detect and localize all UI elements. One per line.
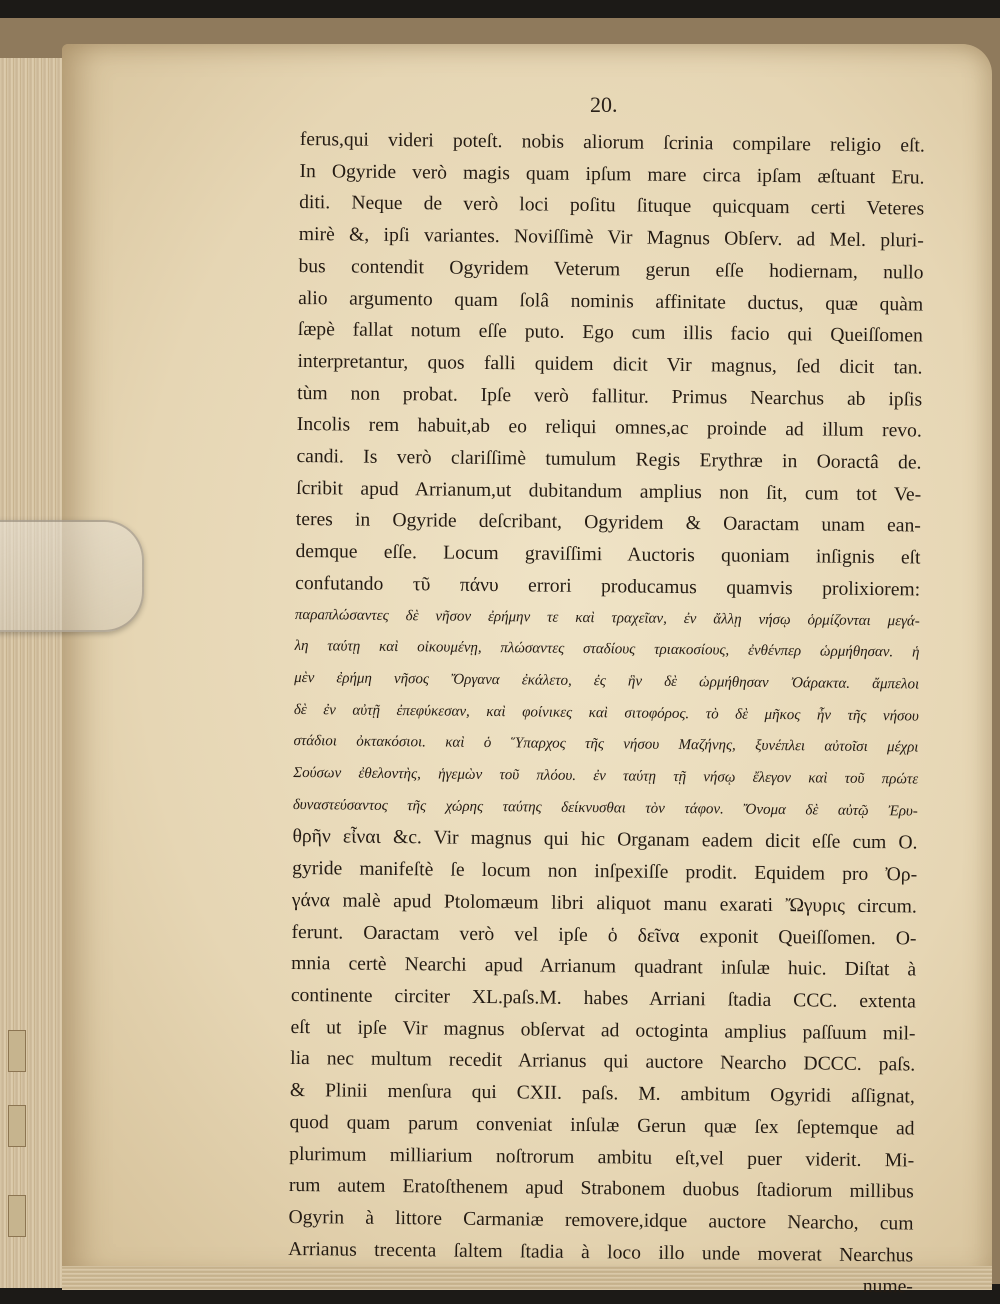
text-line: lia nec multum recedit Arrianus qui auctore Nearcho DCCC. paſs. [290, 1048, 916, 1076]
greek-quote-line: δυναστεύσαντος τῆς χώρης ταύτης δείκνυσθαι τὸν τάφον. Ὄνομα δὲ αὐτῷ Ἐρυ- [292, 796, 918, 820]
text-line: & Plinii menſura qui CXII. paſs. M. ambitum Ogyridi aſſignat, [289, 1080, 915, 1108]
greek-quote-line: δὲ ἐν αὐτῇ ἐπεφύκεσαν, καὶ φοίνικες καὶ σιτοφόρος. τὸ δὲ μῆκος ἦν τῆς νήσου [293, 701, 919, 725]
greek-quote-line: λη ταύτῃ καὶ οἰκουμένῃ, πλώσαντες σταδίους τριακοσίους, ἐνθένπερ ὡρμήθησαν. ἡ [294, 638, 920, 661]
text-line: Arrianus trecenta ſaltem ſtadia à loco illo unde moverat Nearchus [288, 1238, 914, 1267]
text-line: teres in Ogyride deſcribant, Ogyridem & Oaractam unam ean- [295, 509, 921, 537]
text-line: ferus,qui videri poteſt. nobis aliorum ſcrinia compilare religio eſt. [299, 128, 925, 157]
text-line: ſæpè fallat notum eſſe puto. Ego cum illis facio qui Queiſſomen [297, 319, 923, 347]
greek-quote-line: στάδιοι ὀκτακόσιοι. καὶ ὁ Ὕπαρχος τῆς νήσου Μαζήνης, ξυνέπλει αὐτοῖσι μέχρι [293, 733, 919, 756]
text-line: γάνα malè apud Ptolomæum libri aliquot manu exarati Ὤγυρις circum. [291, 889, 917, 918]
text-line: candi. Is verò clariſſimè tumulum Regis Erythræ in Ooractâ de. [296, 446, 922, 474]
text-line: diti. Neque de verò loci poſitu ſituque quicquam certi Veteres [299, 192, 925, 220]
text-line: continente circiter XL.paſs.M. habes Arriani ſtadia CCC. extenta [290, 984, 916, 1013]
text-line: confutando τῦ πάνυ errori producamus quamvis prolixiorem: [295, 572, 921, 601]
text-line: demque eſſe. Locum graviſſimi Auctoris quoniam inſignis eſt [295, 541, 921, 569]
text-line: mnia certè Nearchi apud Arrianum quadrant inſulæ huic. Diſtat à [291, 953, 917, 981]
text-line: mirè &, ipſi variantes. Noviſſimè Vir Magnus Obſerv. ad Mel. pluri- [298, 224, 924, 252]
text-line: bus contendit Ogyridem Veterum gerun eſſe hodiernam, nullo [298, 255, 924, 284]
greek-quote-line: μὲν ἐρήμη νῆσος Ὄργανα ἐκάλετο, ἐς ἣν δὲ ὡρμήθησαν Ὀάρακτα. ἄμπελοι [294, 669, 920, 693]
text-line: alio argumento quam ſolâ nominis affinitate ductus, quæ quàm [298, 287, 924, 316]
text-line: ſcribit apud Arrianum,ut dubitandum amplius non ſit, cum tot Ve- [296, 477, 922, 506]
binding-tab [8, 1105, 26, 1147]
text-line: eſt ut ipſe Vir magnus obſervat ad octoginta amplius paſſuum mil- [290, 1016, 916, 1045]
text-line: quod quam parum conveniat inſulæ Gerun quæ ſex ſeptemque ad [289, 1111, 915, 1140]
page-clip [0, 520, 144, 632]
text-line: interpretantur, quos falli quidem dicit Vir magnus, ſed dicit tan. [297, 350, 923, 379]
text-line: gyride manifeſtè ſe locum non inſpexiſſe prodit. Equidem pro Ὀρ- [292, 858, 918, 886]
text-line: Ogyrin à littore Carmaniæ removere,idque auctore Nearcho, cum [288, 1206, 914, 1235]
greek-quote-line: παρaπλώσαντες δὲ νῆσον ἐρήμην τε καὶ τραχεῖαν, ἐν ἄλλῃ νήσῳ ὁρμίζονται μεγά- [294, 606, 920, 630]
text-line: plurimum milliarium noſtrorum ambitu eſt,vel puer viderit. Mi- [289, 1143, 915, 1171]
text-line: In Ogyride verò magis quam ipſum mare circa ipſam æſtuant Eru. [299, 160, 925, 189]
text-line: tùm non probat. Ipſe verò fallitur. Primus Nearchus ab ipſis [297, 382, 923, 411]
text-line: ferunt. Oaractam verò vel ipſe ὁ δεῖνα exponit Queiſſomen. O- [291, 921, 917, 950]
binding-tab [8, 1195, 26, 1237]
catchword: nume- [862, 1276, 913, 1298]
binding-tab [8, 1030, 26, 1072]
text-line: Incolis rem habuit,ab eo reliqui omnes,ac proinde ad illum revo. [296, 414, 922, 442]
text-line: rum autem Eratoſthenem apud Strabonem duobus ſtadiorum millibus [288, 1175, 914, 1203]
body-text [288, 124, 930, 1304]
greek-quote-line: Σούσων ἐθελοντὴς, ἡγεμὼν τοῦ πλόου. ἐν ταύτῃ τῇ νήσῳ ἔλεγον καὶ τοῦ πρώτε [293, 765, 919, 788]
page-number: 20. [590, 92, 618, 117]
text-line: θρῆν εἶναι &c. Vir magnus qui hic Organam eadem dicit eſſe cum O. [292, 826, 918, 854]
